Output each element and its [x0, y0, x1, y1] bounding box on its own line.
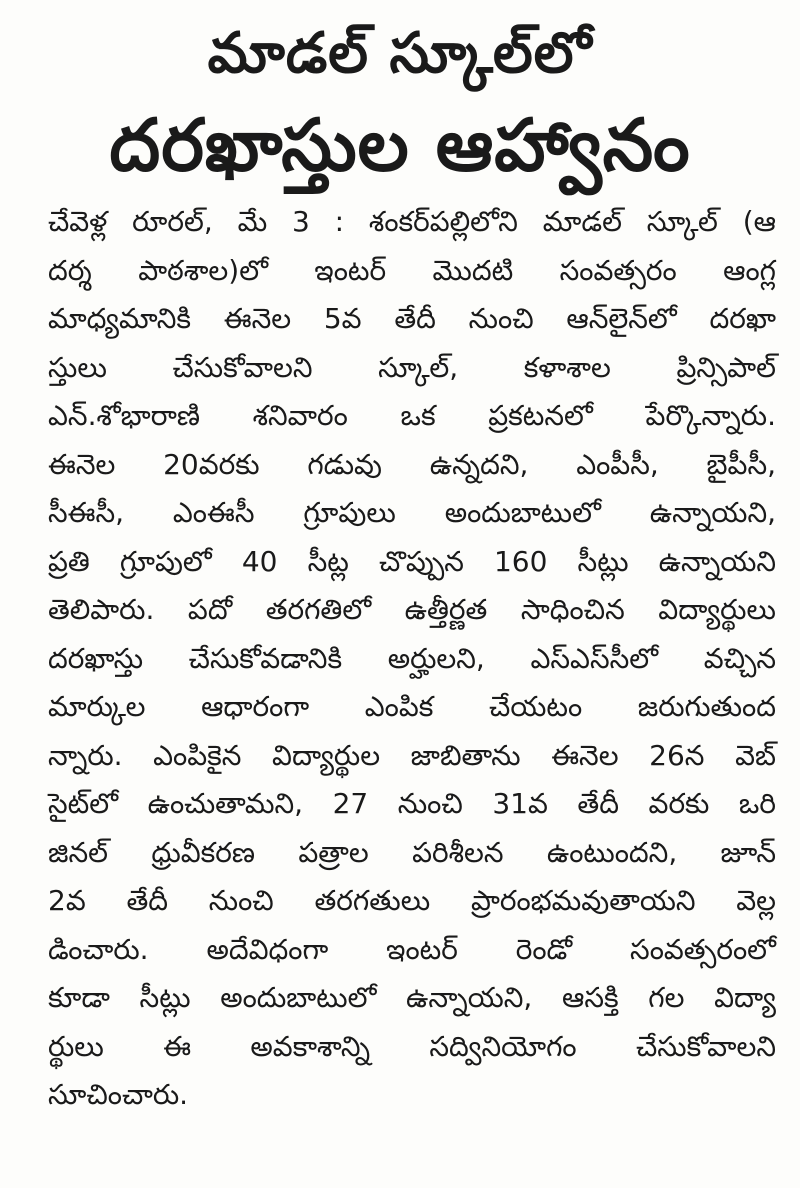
body-line: ఎన్.శోభారాణి శనివారం ఒక ప్రకటనలో పేర్కొన్నారు. — [48, 399, 776, 432]
body-line: సైట్‌లో ఉంచుతామని, 27 నుంచి 31వ తేదీ వరకు ఒరి — [48, 787, 776, 820]
headline-line-2: దరఖాస్తుల ఆహ్వానం — [109, 103, 691, 187]
body-line: ప్రతి గ్రూపులో 40 సీట్ల చొప్పున 160 సీట్లు ఉన్నాయని — [48, 544, 776, 578]
body-line: సీఈసీ, ఎంఈసీ గ్రూపులు అందుబాటులో ఉన్నాయని, — [48, 496, 776, 529]
body-line: ర్థులు ఈ అవకాశాన్ని సద్వినియోగం చేసుకోవాలని — [48, 1029, 776, 1063]
body-line: కూడా సీట్లు అందుబాటులో ఉన్నాయని, ఆసక్తి గల విద్యా — [48, 981, 776, 1014]
body-line: మార్కుల ఆధారంగా ఎంపిక చేయటం జరుగుతుంద — [48, 690, 776, 723]
article-body — [48, 198, 776, 1120]
headline-line-1: మాడల్ స్కూల్‌లో — [207, 21, 593, 86]
body-line: దరఖాస్తు చేసుకోవడానికి అర్హులని, ఎస్ఎస్‌సీలో వచ్చిన — [48, 641, 776, 675]
body-line: జినల్ ధ్రువీకరణ పత్రాల పరిశీలన ఉంటుందని, జూన్ — [48, 835, 776, 869]
body-line: ఈనెల 20వరకు గడువు ఉన్నదని, ఎంపీసీ, బైపీసీ, — [48, 447, 776, 481]
body-line: డించారు. అదేవిధంగా ఇంటర్ రెండో సంవత్సరంలో — [48, 932, 776, 966]
body-line: సూచించారు. — [48, 1078, 189, 1111]
body-line: మాధ్యమానికి ఈనెల 5వ తేదీ నుంచి ఆన్‌లైన్‌లో దరఖా — [48, 302, 776, 335]
body-line: తెలిపారు. పదో తరగతిలో ఉత్తీర్ణత సాధించిన విద్యార్థులు — [48, 593, 776, 626]
body-line: స్తులు చేసుకోవాలని స్కూల్, కళాశాల ప్రిన్సిపాల్ — [48, 350, 776, 384]
body-line: 2వ తేదీ నుంచి తరగతులు ప్రారంభమవుతాయని వెల్ల — [48, 884, 776, 917]
body-line: న్నారు. ఎంపికైన విద్యార్థుల జాబితాను ఈనెల 26న వెబ్ — [48, 738, 776, 772]
body-line: దర్శ పాఠశాల)లో ఇంటర్ మొదటి సంవత్సరం ఆంగ్ల — [48, 253, 776, 287]
body-line: చేవెళ్ల రూరల్, మే 3 : శంకర్‌పల్లిలోని మాడల్ స్కూల్ (ఆ — [48, 205, 776, 238]
